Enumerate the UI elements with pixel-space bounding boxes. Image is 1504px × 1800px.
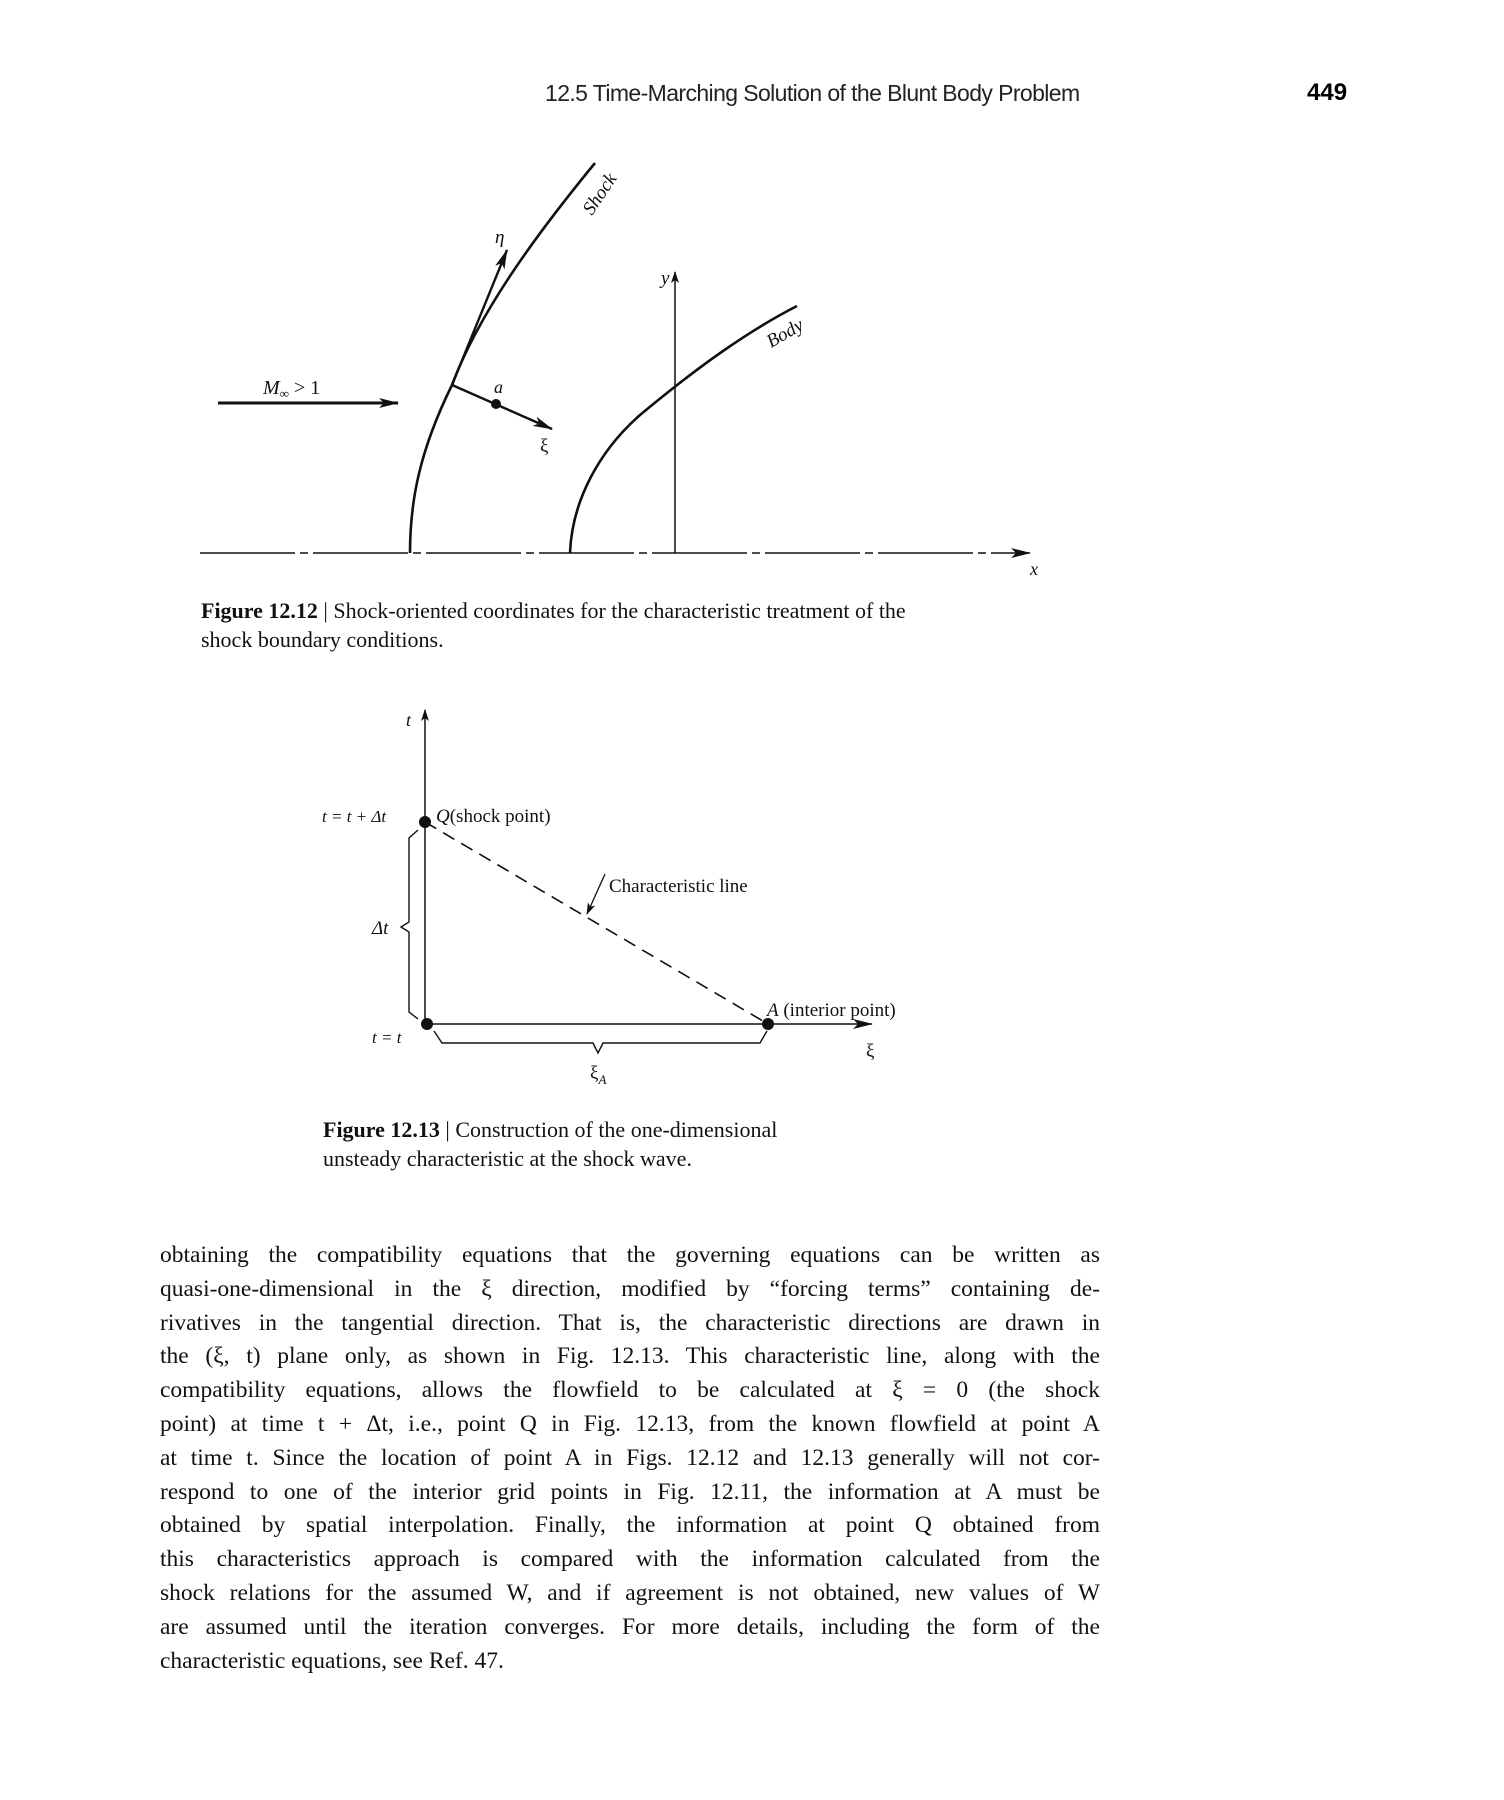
t-axis-label: t [406, 710, 412, 730]
caption-line-1 [323, 1115, 883, 1144]
characteristic-line-label: Characteristic line [609, 876, 748, 897]
text-line: characteristic equations, see Ref. 47. [160, 1647, 504, 1674]
text-line: shock relations for the assumed W, and if agreement is not obtained, new values of W [160, 1579, 1100, 1606]
shock-label: Shock [578, 169, 622, 219]
y-axis-label: y [661, 268, 670, 289]
text-line: this characteristics approach is compared with the information calculated from the [160, 1546, 1100, 1573]
figure-12-13-caption [323, 1115, 883, 1173]
delta-t-label: Δt [372, 918, 389, 939]
caption-separator: | [445, 1117, 450, 1142]
point-a-label: a [494, 377, 503, 397]
figure-number: Figure 12.12 [201, 598, 318, 623]
text-line: rivatives in the tangential direction. That is, the characteristic directions are drawn in [160, 1309, 1100, 1336]
figure-number: Figure 12.13 [323, 1117, 440, 1142]
body-curve [570, 306, 797, 553]
figure-12-12-caption [201, 596, 1021, 654]
page-number: 449 [1307, 79, 1348, 106]
xi-a-brace [434, 1031, 767, 1053]
text-line: compatibility equations, allows the flowfield to be calculated at ξ = 0 (the shock [160, 1377, 1100, 1404]
t-lower-label: t = t [372, 1028, 402, 1047]
text-line: the (ξ, t) plane only, as shown in Fig. 12.13. This characteristic line, along with the [160, 1343, 1100, 1370]
t-upper-label: t = t + Δt [322, 807, 387, 826]
x-axis-label: x [1030, 559, 1038, 579]
caption-separator: | [323, 598, 328, 623]
eta-arrow [452, 250, 507, 385]
point-a-dot [491, 399, 501, 409]
caption-text: Construction of the one-dimensional [455, 1117, 778, 1142]
figure-12-13-diagram [322, 710, 896, 1087]
caption-text: Shock-oriented coordinates for the characteristic treatment of the [333, 598, 906, 623]
characteristic-line [425, 822, 768, 1024]
characteristic-leader-arrow [587, 874, 605, 914]
text-line: respond to one of the interior grid points in Fig. 12.11, the information at A must be [160, 1478, 1100, 1505]
xi-a-label: $\xi_A$ [590, 1063, 607, 1087]
caption-line-1 [201, 596, 1021, 625]
caption-line-2: unsteady characteristic at the shock wave. [323, 1146, 692, 1171]
text-line: are assumed until the iteration converges. For more details, including the form of the [160, 1613, 1100, 1640]
shock-curve [410, 163, 595, 553]
text-line: at time t. Since the location of point A in Figs. 12.12 and 12.13 generally will not cor- [160, 1444, 1100, 1471]
text-line: obtaining the compatibility equations that the governing equations can be written as [160, 1242, 1100, 1268]
a-point-label: A (interior point) [767, 1000, 896, 1021]
eta-label: η [495, 227, 505, 248]
xi-label: ξ [540, 436, 549, 457]
running-head: 12.5 Time-Marching Solution of the Blunt Body Problem [545, 80, 1080, 106]
mach-label: $M_\infty > 1$ [263, 377, 321, 401]
origin-point-dot [421, 1018, 433, 1030]
body-paragraph [160, 1239, 1100, 1678]
q-point-label: Q(shock point) [436, 806, 551, 827]
text-line: obtained by spatial interpolation. Finally, the information at point Q obtained from [160, 1512, 1100, 1539]
body-label: Body [763, 314, 808, 353]
delta-t-brace [401, 830, 418, 1019]
text-line: point) at time t + Δt, i.e., point Q in Fig. 12.13, from the known flowfield at point A [160, 1410, 1100, 1437]
xi-axis-label: ξ [866, 1041, 875, 1062]
caption-line-2: shock boundary conditions. [201, 627, 444, 652]
text-line: quasi-one-dimensional in the ξ direction, modified by “forcing terms” containing de- [160, 1275, 1100, 1302]
q-point-dot [419, 816, 431, 828]
